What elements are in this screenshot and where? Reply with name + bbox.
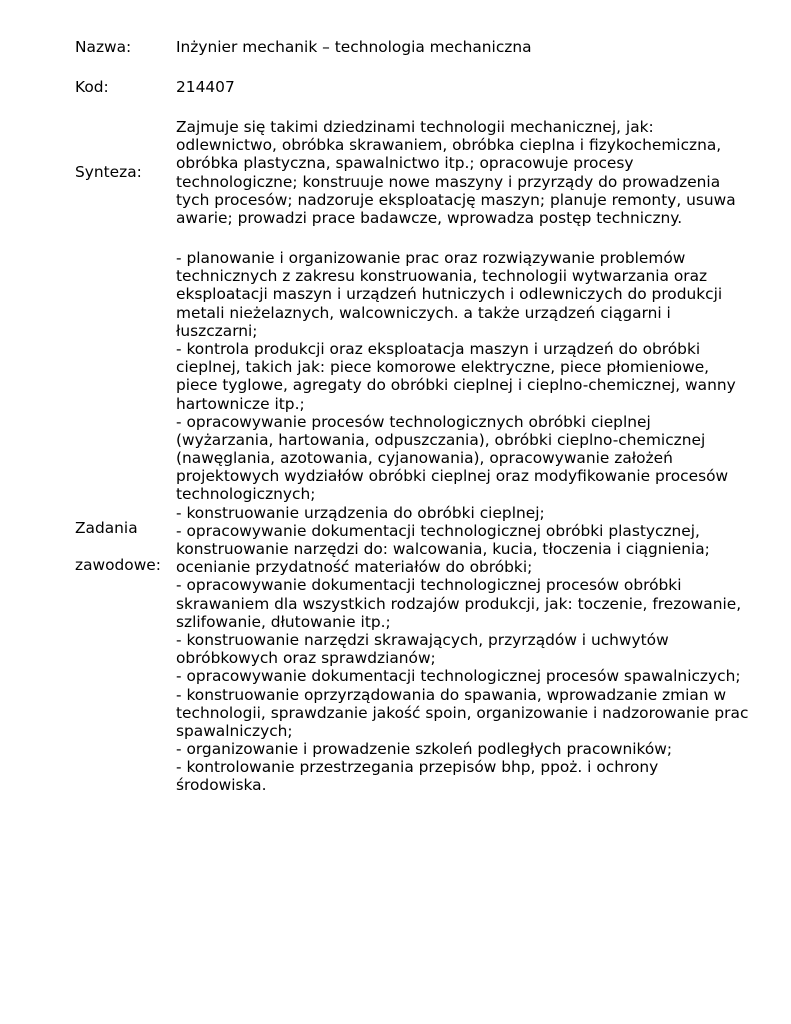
synthesis-line: Zajmuje się takimi dziedzinami technologii mechanicznej, jak:: [176, 118, 654, 136]
task-line: środowiska.: [176, 776, 267, 795]
task-line: ocenianie przydatność materiałów do obróbki;: [176, 558, 533, 577]
tasks-text: [176, 249, 776, 795]
tasks-label-line: Zadania: [75, 519, 138, 538]
task-line: cieplnej, takich jak: piece komorowe elektryczne, piece płomieniowe,: [176, 358, 710, 377]
task-line: skrawaniem dla wszystkich rodzajów produkcji, jak: toczenie, frezowanie,: [176, 594, 742, 613]
task-line: - opracowywanie dokumentacji technologicznej procesów obróbki: [176, 576, 682, 595]
synthesis-label: Synteza:: [75, 163, 142, 181]
synthesis-line: odlewnictwo, obróbka skrawaniem, obróbka cieplna i fizykochemiczna,: [176, 136, 722, 155]
task-line: - planowanie i organizowanie prac oraz rozwiązywanie problemów: [176, 249, 686, 267]
task-line: - opracowywanie dokumentacji technologicznej procesów spawalniczych;: [176, 667, 741, 686]
task-line: technologii, sprawdzanie jakość spoin, organizowanie i nadzorowanie prac: [176, 703, 749, 722]
task-line: (wyżarzania, hartowania, odpuszczania), obróbki cieplno-chemicznej: [176, 430, 706, 449]
task-line: technicznych z zakresu konstruowania, technologii wytwarzania oraz: [176, 267, 708, 286]
tasks-label-line: zawodowe:: [75, 555, 161, 574]
task-line: łuszczarni;: [176, 321, 258, 340]
tasks-label: [75, 501, 173, 592]
task-line: - opracowywanie dokumentacji technologicznej obróbki plastycznej,: [176, 521, 700, 540]
name-value: Inżynier mechanik – technologia mechaniczna: [176, 38, 532, 56]
task-line: - konstruowanie narzędzi skrawających, przyrządów i uchwytów: [176, 630, 669, 649]
task-line: technologicznych;: [176, 485, 316, 504]
name-label: Nazwa:: [75, 38, 132, 56]
task-line: szlifowanie, dłutowanie itp.;: [176, 612, 391, 631]
task-line: spawalniczych;: [176, 721, 293, 740]
task-line: metali nieżelaznych, walcowniczych. a także urządzeń ciągarni i: [176, 303, 671, 322]
task-line: konstruowanie narzędzi do: walcowania, kucia, tłoczenia i ciągnienia;: [176, 540, 710, 558]
task-line: - kontrolowanie przestrzegania przepisów bhp, ppoż. i ochrony: [176, 758, 659, 777]
code-value: 214407: [176, 78, 235, 96]
task-line: - konstruowanie urządzenia do obróbki cieplnej;: [176, 503, 545, 522]
task-line: - kontrola produkcji oraz eksploatacja maszyn i urządzeń do obróbki: [176, 339, 701, 358]
synthesis-text: [176, 118, 776, 227]
synthesis-line: technologiczne; konstruuje nowe maszyny i przyrządy do prowadzenia: [176, 172, 721, 191]
task-line: (nawęglania, azotowania, cyjanowania), opracowywanie założeń: [176, 449, 673, 468]
task-line: - konstruowanie oprzyrządowania do spawania, wprowadzanie zmian w: [176, 685, 727, 704]
synthesis-line: obróbka plastyczna, spawalnictwo itp.; opracowuje procesy: [176, 154, 634, 173]
task-line: obróbkowych oraz sprawdzianów;: [176, 649, 436, 668]
task-line: eksploatacji maszyn i urządzeń hutniczych i odlewniczych do produkcji: [176, 285, 723, 304]
task-line: projektowych wydziałów obróbki cieplnej oraz modyfikowanie procesów: [176, 467, 729, 486]
task-line: piece tyglowe, agregaty do obróbki cieplnej i cieplno-chemicznej, wanny: [176, 376, 736, 395]
task-line: - organizowanie i prowadzenie szkoleń podległych pracowników;: [176, 740, 673, 759]
code-label: Kod:: [75, 78, 109, 96]
task-line: hartownicze itp.;: [176, 394, 305, 413]
synthesis-line: awarie; prowadzi prace badawcze, wprowadza postęp techniczny.: [176, 208, 683, 227]
task-line: - opracowywanie procesów technologicznych obróbki cieplnej: [176, 412, 651, 431]
synthesis-line: tych procesów; nadzoruje eksploatację maszyn; planuje remonty, usuwa: [176, 190, 736, 209]
